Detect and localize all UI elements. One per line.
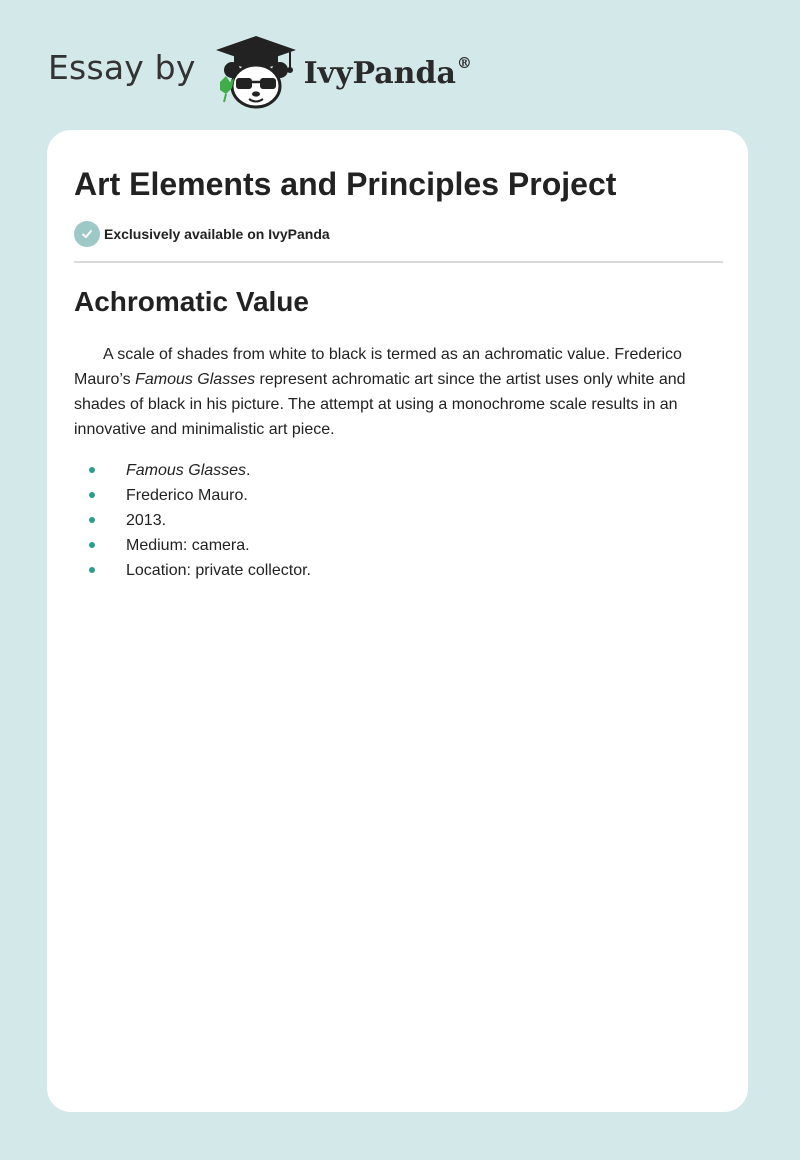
artwork-location: Location: private collector. bbox=[126, 562, 311, 579]
paragraph-text-start: A scale of shades from white to black is termed as an achromatic value. Frederico Mauro’s bbox=[74, 346, 682, 388]
list-item bbox=[74, 483, 311, 508]
artwork-year: 2013. bbox=[126, 512, 167, 529]
list-item bbox=[74, 458, 311, 483]
artwork-artist: Frederico Mauro. bbox=[126, 487, 248, 504]
artwork-medium: Medium: camera. bbox=[126, 537, 250, 554]
artwork-title-inline: Famous Glasses bbox=[135, 371, 256, 388]
document-title: Art Elements and Principles Project bbox=[74, 166, 617, 202]
document-card bbox=[47, 130, 748, 1112]
registered-mark: ® bbox=[456, 53, 472, 72]
bullet-icon bbox=[89, 542, 95, 548]
bullet-icon bbox=[89, 467, 95, 473]
list-item bbox=[74, 508, 311, 533]
artwork-facts-list bbox=[74, 458, 311, 583]
list-item bbox=[74, 558, 311, 583]
body-paragraph bbox=[74, 342, 724, 442]
list-item bbox=[74, 533, 311, 558]
bullet-icon bbox=[89, 492, 95, 498]
essay-by-label: Essay by bbox=[48, 47, 196, 87]
paragraph-text-end: represent achromatic art since the artist uses only white and shades of black in his picture. The attempt at using a monochrome scale results in an innovative and minimalistic art piece. bbox=[74, 371, 686, 438]
panda-graduate-icon[interactable] bbox=[212, 34, 300, 110]
check-circle-icon bbox=[74, 221, 100, 247]
bullet-icon bbox=[89, 567, 95, 573]
brand-name[interactable]: IvyPanda® bbox=[303, 53, 472, 91]
bullet-icon bbox=[89, 517, 95, 523]
artwork-title-suffix: . bbox=[246, 462, 251, 479]
title-divider bbox=[74, 261, 723, 263]
section-heading: Achromatic Value bbox=[74, 286, 309, 317]
artwork-title: Famous Glasses bbox=[126, 462, 247, 479]
exclusive-badge bbox=[74, 221, 330, 247]
exclusive-badge-label: Exclusively available on IvyPanda bbox=[104, 226, 330, 242]
site-header bbox=[48, 34, 472, 110]
